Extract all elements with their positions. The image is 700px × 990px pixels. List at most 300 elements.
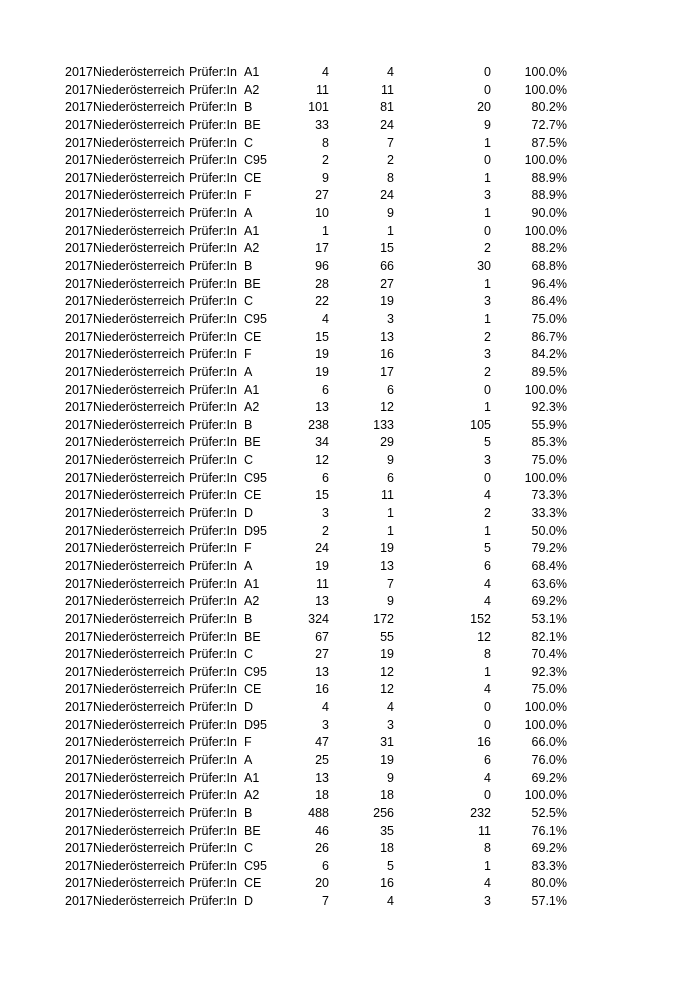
cell-failed: 4 bbox=[484, 594, 491, 609]
cell-class: A2 bbox=[244, 82, 260, 97]
table-row bbox=[0, 329, 700, 347]
cell-role: Prüfer:In bbox=[189, 894, 237, 909]
cell-class: C bbox=[244, 841, 254, 856]
cell-failed: 6 bbox=[484, 752, 491, 767]
cell-year: 2017 bbox=[65, 470, 93, 485]
cell-passed: 4 bbox=[387, 65, 394, 79]
cell-passed: 19 bbox=[380, 752, 394, 767]
cell-year: 2017 bbox=[65, 294, 93, 309]
cell-class: B bbox=[244, 100, 253, 115]
table-row bbox=[0, 135, 700, 153]
cell-class: A bbox=[244, 752, 253, 767]
cell-rate: 100.0% bbox=[524, 700, 567, 715]
cell-total: 18 bbox=[315, 788, 329, 803]
cell-class: BE bbox=[244, 435, 261, 450]
cell-passed: 1 bbox=[387, 523, 394, 538]
table-row bbox=[0, 434, 700, 452]
cell-total: 19 bbox=[315, 347, 329, 362]
cell-passed: 3 bbox=[387, 311, 394, 326]
cell-class: B bbox=[244, 611, 253, 626]
cell-rate: 96.4% bbox=[531, 276, 567, 291]
cell-year: 2017 bbox=[65, 170, 93, 185]
cell-failed: 12 bbox=[477, 629, 491, 644]
table-row bbox=[0, 152, 700, 170]
cell-class: F bbox=[244, 188, 252, 203]
cell-total: 15 bbox=[315, 488, 329, 503]
cell-passed: 13 bbox=[380, 329, 394, 344]
cell-failed: 1 bbox=[484, 858, 491, 873]
cell-year: 2017 bbox=[65, 65, 93, 79]
cell-failed: 232 bbox=[470, 805, 491, 820]
cell-region: Niederösterreich bbox=[93, 647, 185, 662]
cell-role: Prüfer:In bbox=[189, 241, 237, 256]
cell-year: 2017 bbox=[65, 259, 93, 274]
cell-region: Niederösterreich bbox=[93, 347, 185, 362]
cell-region: Niederösterreich bbox=[93, 241, 185, 256]
cell-failed: 3 bbox=[484, 347, 491, 362]
cell-rate: 86.7% bbox=[531, 329, 567, 344]
cell-class: B bbox=[244, 417, 253, 432]
cell-role: Prüfer:In bbox=[189, 735, 237, 750]
cell-role: Prüfer:In bbox=[189, 488, 237, 503]
cell-year: 2017 bbox=[65, 858, 93, 873]
cell-rate: 92.3% bbox=[531, 664, 567, 679]
cell-total: 101 bbox=[308, 100, 329, 115]
cell-failed: 3 bbox=[484, 894, 491, 909]
cell-class: C bbox=[244, 294, 254, 309]
cell-role: Prüfer:In bbox=[189, 400, 237, 415]
cell-region: Niederösterreich bbox=[93, 752, 185, 767]
cell-class: C bbox=[244, 647, 254, 662]
cell-total: 15 bbox=[315, 329, 329, 344]
cell-failed: 5 bbox=[484, 435, 491, 450]
cell-total: 13 bbox=[315, 594, 329, 609]
cell-region: Niederösterreich bbox=[93, 294, 185, 309]
cell-role: Prüfer:In bbox=[189, 770, 237, 785]
cell-total: 46 bbox=[315, 823, 329, 838]
cell-region: Niederösterreich bbox=[93, 894, 185, 909]
cell-role: Prüfer:In bbox=[189, 364, 237, 379]
cell-region: Niederösterreich bbox=[93, 700, 185, 715]
cell-passed: 29 bbox=[380, 435, 394, 450]
cell-passed: 12 bbox=[380, 682, 394, 697]
cell-passed: 4 bbox=[387, 700, 394, 715]
cell-role: Prüfer:In bbox=[189, 311, 237, 326]
table-row bbox=[0, 629, 700, 647]
cell-rate: 33.3% bbox=[531, 506, 567, 521]
cell-failed: 4 bbox=[484, 488, 491, 503]
cell-total: 27 bbox=[315, 647, 329, 662]
table-row bbox=[0, 893, 700, 911]
cell-passed: 35 bbox=[380, 823, 394, 838]
cell-role: Prüfer:In bbox=[189, 876, 237, 891]
cell-passed: 19 bbox=[380, 294, 394, 309]
cell-class: BE bbox=[244, 629, 261, 644]
cell-role: Prüfer:In bbox=[189, 717, 237, 732]
cell-region: Niederösterreich bbox=[93, 717, 185, 732]
table-row bbox=[0, 770, 700, 788]
cell-failed: 1 bbox=[484, 523, 491, 538]
cell-year: 2017 bbox=[65, 576, 93, 591]
cell-class: D95 bbox=[244, 717, 267, 732]
cell-year: 2017 bbox=[65, 805, 93, 820]
cell-class: BE bbox=[244, 117, 261, 132]
table-row bbox=[0, 540, 700, 558]
cell-region: Niederösterreich bbox=[93, 382, 185, 397]
cell-region: Niederösterreich bbox=[93, 135, 185, 150]
cell-region: Niederösterreich bbox=[93, 82, 185, 97]
cell-region: Niederösterreich bbox=[93, 558, 185, 573]
cell-total: 238 bbox=[308, 417, 329, 432]
cell-role: Prüfer:In bbox=[189, 223, 237, 238]
cell-failed: 1 bbox=[484, 276, 491, 291]
cell-total: 25 bbox=[315, 752, 329, 767]
cell-class: A1 bbox=[244, 770, 260, 785]
cell-role: Prüfer:In bbox=[189, 294, 237, 309]
cell-total: 6 bbox=[322, 382, 329, 397]
cell-rate: 90.0% bbox=[531, 206, 567, 221]
cell-passed: 17 bbox=[380, 364, 394, 379]
cell-year: 2017 bbox=[65, 241, 93, 256]
cell-total: 3 bbox=[322, 506, 329, 521]
cell-role: Prüfer:In bbox=[189, 788, 237, 803]
cell-class: F bbox=[244, 541, 252, 556]
cell-passed: 16 bbox=[380, 347, 394, 362]
cell-failed: 0 bbox=[484, 700, 491, 715]
cell-rate: 92.3% bbox=[531, 400, 567, 415]
cell-role: Prüfer:In bbox=[189, 170, 237, 185]
cell-rate: 87.5% bbox=[531, 135, 567, 150]
cell-failed: 0 bbox=[484, 717, 491, 732]
cell-year: 2017 bbox=[65, 788, 93, 803]
table-row bbox=[0, 417, 700, 435]
cell-failed: 3 bbox=[484, 453, 491, 468]
table-row bbox=[0, 117, 700, 135]
cell-total: 26 bbox=[315, 841, 329, 856]
table-row bbox=[0, 99, 700, 117]
cell-year: 2017 bbox=[65, 682, 93, 697]
cell-rate: 76.1% bbox=[531, 823, 567, 838]
cell-role: Prüfer:In bbox=[189, 594, 237, 609]
cell-year: 2017 bbox=[65, 752, 93, 767]
cell-class: BE bbox=[244, 276, 261, 291]
cell-total: 28 bbox=[315, 276, 329, 291]
cell-region: Niederösterreich bbox=[93, 841, 185, 856]
cell-passed: 19 bbox=[380, 647, 394, 662]
cell-role: Prüfer:In bbox=[189, 752, 237, 767]
cell-failed: 2 bbox=[484, 364, 491, 379]
table-row bbox=[0, 717, 700, 735]
cell-total: 8 bbox=[322, 135, 329, 150]
cell-total: 324 bbox=[308, 611, 329, 626]
cell-passed: 19 bbox=[380, 541, 394, 556]
table-row bbox=[0, 364, 700, 382]
cell-total: 13 bbox=[315, 400, 329, 415]
cell-failed: 5 bbox=[484, 541, 491, 556]
cell-year: 2017 bbox=[65, 135, 93, 150]
cell-rate: 76.0% bbox=[531, 752, 567, 767]
cell-total: 6 bbox=[322, 470, 329, 485]
cell-region: Niederösterreich bbox=[93, 629, 185, 644]
cell-total: 19 bbox=[315, 558, 329, 573]
cell-year: 2017 bbox=[65, 488, 93, 503]
cell-role: Prüfer:In bbox=[189, 259, 237, 274]
cell-total: 9 bbox=[322, 170, 329, 185]
cell-region: Niederösterreich bbox=[93, 400, 185, 415]
cell-passed: 5 bbox=[387, 858, 394, 873]
cell-year: 2017 bbox=[65, 188, 93, 203]
cell-region: Niederösterreich bbox=[93, 453, 185, 468]
cell-role: Prüfer:In bbox=[189, 506, 237, 521]
table-row bbox=[0, 346, 700, 364]
cell-class: CE bbox=[244, 682, 262, 697]
cell-total: 6 bbox=[322, 858, 329, 873]
cell-role: Prüfer:In bbox=[189, 858, 237, 873]
cell-failed: 4 bbox=[484, 876, 491, 891]
cell-passed: 24 bbox=[380, 117, 394, 132]
cell-role: Prüfer:In bbox=[189, 664, 237, 679]
cell-region: Niederösterreich bbox=[93, 823, 185, 838]
cell-region: Niederösterreich bbox=[93, 735, 185, 750]
cell-class: C95 bbox=[244, 470, 267, 485]
cell-passed: 15 bbox=[380, 241, 394, 256]
cell-rate: 100.0% bbox=[524, 82, 567, 97]
cell-total: 19 bbox=[315, 364, 329, 379]
cell-region: Niederösterreich bbox=[93, 664, 185, 679]
cell-year: 2017 bbox=[65, 841, 93, 856]
table-row bbox=[0, 505, 700, 523]
cell-rate: 80.0% bbox=[531, 876, 567, 891]
cell-role: Prüfer:In bbox=[189, 188, 237, 203]
cell-failed: 9 bbox=[484, 117, 491, 132]
cell-rate: 69.2% bbox=[531, 841, 567, 856]
cell-rate: 88.2% bbox=[531, 241, 567, 256]
cell-total: 27 bbox=[315, 188, 329, 203]
cell-year: 2017 bbox=[65, 400, 93, 415]
cell-passed: 81 bbox=[380, 100, 394, 115]
cell-year: 2017 bbox=[65, 453, 93, 468]
table-row bbox=[0, 823, 700, 841]
table-row bbox=[0, 399, 700, 417]
cell-failed: 105 bbox=[470, 417, 491, 432]
cell-region: Niederösterreich bbox=[93, 488, 185, 503]
cell-passed: 12 bbox=[380, 664, 394, 679]
cell-class: F bbox=[244, 347, 252, 362]
cell-year: 2017 bbox=[65, 506, 93, 521]
cell-passed: 1 bbox=[387, 506, 394, 521]
cell-passed: 13 bbox=[380, 558, 394, 573]
cell-role: Prüfer:In bbox=[189, 611, 237, 626]
cell-total: 96 bbox=[315, 259, 329, 274]
cell-year: 2017 bbox=[65, 823, 93, 838]
cell-total: 2 bbox=[322, 153, 329, 168]
cell-role: Prüfer:In bbox=[189, 647, 237, 662]
cell-role: Prüfer:In bbox=[189, 453, 237, 468]
cell-rate: 68.4% bbox=[531, 558, 567, 573]
cell-role: Prüfer:In bbox=[189, 100, 237, 115]
cell-region: Niederösterreich bbox=[93, 364, 185, 379]
cell-passed: 18 bbox=[380, 841, 394, 856]
cell-year: 2017 bbox=[65, 541, 93, 556]
cell-passed: 31 bbox=[380, 735, 394, 750]
cell-failed: 2 bbox=[484, 506, 491, 521]
cell-role: Prüfer:In bbox=[189, 117, 237, 132]
cell-total: 17 bbox=[315, 241, 329, 256]
cell-total: 34 bbox=[315, 435, 329, 450]
cell-class: A1 bbox=[244, 576, 260, 591]
cell-passed: 9 bbox=[387, 453, 394, 468]
table-row bbox=[0, 205, 700, 223]
cell-failed: 3 bbox=[484, 188, 491, 203]
cell-passed: 27 bbox=[380, 276, 394, 291]
table-row bbox=[0, 223, 700, 241]
cell-region: Niederösterreich bbox=[93, 276, 185, 291]
cell-role: Prüfer:In bbox=[189, 329, 237, 344]
table-row bbox=[0, 523, 700, 541]
cell-passed: 18 bbox=[380, 788, 394, 803]
cell-region: Niederösterreich bbox=[93, 876, 185, 891]
cell-year: 2017 bbox=[65, 206, 93, 221]
cell-rate: 69.2% bbox=[531, 594, 567, 609]
table-row bbox=[0, 82, 700, 100]
cell-role: Prüfer:In bbox=[189, 470, 237, 485]
cell-failed: 1 bbox=[484, 311, 491, 326]
cell-total: 4 bbox=[322, 700, 329, 715]
table-row bbox=[0, 64, 700, 82]
table-row bbox=[0, 593, 700, 611]
cell-class: A1 bbox=[244, 382, 260, 397]
cell-passed: 1 bbox=[387, 223, 394, 238]
cell-rate: 52.5% bbox=[531, 805, 567, 820]
cell-class: A bbox=[244, 206, 253, 221]
cell-role: Prüfer:In bbox=[189, 541, 237, 556]
cell-total: 11 bbox=[316, 82, 329, 97]
cell-role: Prüfer:In bbox=[189, 558, 237, 573]
cell-region: Niederösterreich bbox=[93, 682, 185, 697]
cell-class: A1 bbox=[244, 65, 260, 79]
table-row bbox=[0, 787, 700, 805]
cell-total: 12 bbox=[315, 453, 329, 468]
cell-year: 2017 bbox=[65, 382, 93, 397]
cell-region: Niederösterreich bbox=[93, 417, 185, 432]
cell-class: A2 bbox=[244, 241, 260, 256]
cell-year: 2017 bbox=[65, 364, 93, 379]
cell-class: F bbox=[244, 735, 252, 750]
table-row bbox=[0, 452, 700, 470]
cell-passed: 172 bbox=[373, 611, 394, 626]
cell-class: D bbox=[244, 894, 254, 909]
cell-rate: 88.9% bbox=[531, 170, 567, 185]
table-row bbox=[0, 752, 700, 770]
cell-passed: 9 bbox=[387, 770, 394, 785]
table-row bbox=[0, 293, 700, 311]
cell-failed: 2 bbox=[484, 241, 491, 256]
cell-role: Prüfer:In bbox=[189, 135, 237, 150]
cell-year: 2017 bbox=[65, 594, 93, 609]
cell-year: 2017 bbox=[65, 417, 93, 432]
cell-year: 2017 bbox=[65, 717, 93, 732]
table-row bbox=[0, 170, 700, 188]
cell-rate: 100.0% bbox=[524, 153, 567, 168]
cell-passed: 9 bbox=[387, 206, 394, 221]
cell-class: B bbox=[244, 805, 253, 820]
cell-total: 488 bbox=[308, 805, 329, 820]
table-row bbox=[0, 699, 700, 717]
cell-failed: 0 bbox=[484, 223, 491, 238]
cell-rate: 69.2% bbox=[531, 770, 567, 785]
cell-total: 4 bbox=[322, 65, 329, 79]
cell-rate: 57.1% bbox=[531, 894, 567, 909]
table-row bbox=[0, 187, 700, 205]
cell-total: 13 bbox=[315, 664, 329, 679]
cell-year: 2017 bbox=[65, 770, 93, 785]
cell-class: B bbox=[244, 259, 253, 274]
cell-role: Prüfer:In bbox=[189, 435, 237, 450]
cell-rate: 68.8% bbox=[531, 259, 567, 274]
cell-year: 2017 bbox=[65, 700, 93, 715]
table-row bbox=[0, 858, 700, 876]
cell-passed: 4 bbox=[387, 894, 394, 909]
cell-class: A2 bbox=[244, 788, 260, 803]
cell-year: 2017 bbox=[65, 276, 93, 291]
table-row bbox=[0, 311, 700, 329]
cell-rate: 89.5% bbox=[531, 364, 567, 379]
cell-rate: 79.2% bbox=[531, 541, 567, 556]
cell-class: A2 bbox=[244, 400, 260, 415]
cell-total: 22 bbox=[315, 294, 329, 309]
cell-year: 2017 bbox=[65, 311, 93, 326]
cell-total: 2 bbox=[322, 523, 329, 538]
cell-rate: 75.0% bbox=[531, 311, 567, 326]
cell-total: 3 bbox=[322, 717, 329, 732]
cell-failed: 0 bbox=[484, 470, 491, 485]
cell-total: 10 bbox=[315, 206, 329, 221]
cell-passed: 8 bbox=[387, 170, 394, 185]
cell-class: C bbox=[244, 135, 254, 150]
cell-passed: 7 bbox=[387, 576, 394, 591]
cell-passed: 24 bbox=[380, 188, 394, 203]
cell-failed: 0 bbox=[484, 153, 491, 168]
cell-year: 2017 bbox=[65, 735, 93, 750]
cell-year: 2017 bbox=[65, 894, 93, 909]
cell-region: Niederösterreich bbox=[93, 117, 185, 132]
cell-failed: 8 bbox=[484, 841, 491, 856]
cell-role: Prüfer:In bbox=[189, 823, 237, 838]
cell-class: BE bbox=[244, 823, 261, 838]
cell-year: 2017 bbox=[65, 117, 93, 132]
cell-region: Niederösterreich bbox=[93, 541, 185, 556]
cell-failed: 2 bbox=[484, 329, 491, 344]
cell-role: Prüfer:In bbox=[189, 65, 237, 79]
cell-rate: 70.4% bbox=[531, 647, 567, 662]
table-row bbox=[0, 734, 700, 752]
cell-rate: 100.0% bbox=[524, 382, 567, 397]
cell-class: D95 bbox=[244, 523, 267, 538]
cell-rate: 63.6% bbox=[531, 576, 567, 591]
cell-failed: 1 bbox=[484, 664, 491, 679]
cell-region: Niederösterreich bbox=[93, 788, 185, 803]
cell-class: A bbox=[244, 558, 253, 573]
cell-failed: 16 bbox=[477, 735, 491, 750]
cell-year: 2017 bbox=[65, 647, 93, 662]
cell-region: Niederösterreich bbox=[93, 259, 185, 274]
cell-region: Niederösterreich bbox=[93, 523, 185, 538]
cell-passed: 6 bbox=[387, 470, 394, 485]
cell-year: 2017 bbox=[65, 100, 93, 115]
cell-failed: 1 bbox=[484, 206, 491, 221]
cell-class: A1 bbox=[244, 223, 260, 238]
cell-class: C bbox=[244, 453, 254, 468]
